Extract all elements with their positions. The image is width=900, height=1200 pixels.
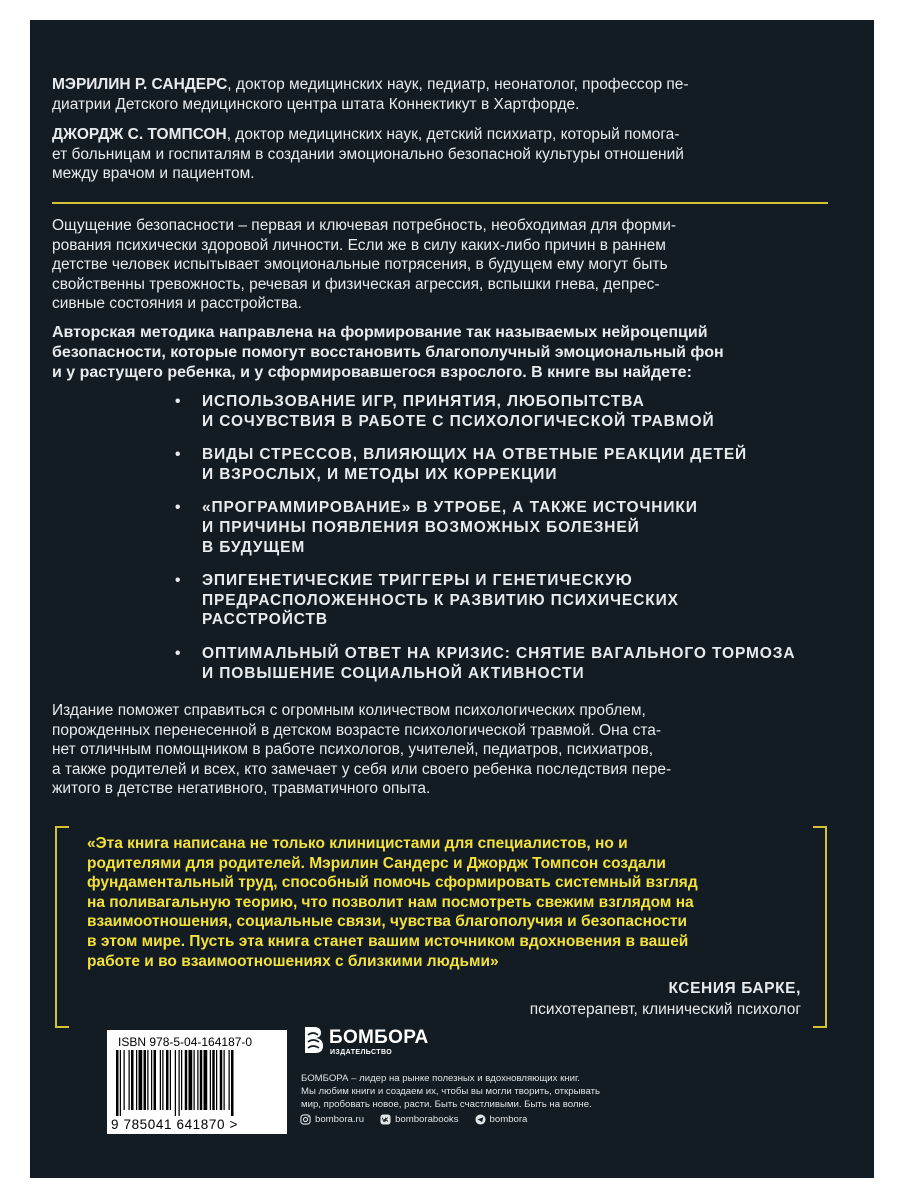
publisher-description: БОМБОРА – лидер на рынке полезных и вдохновляющих книг. Мы любим книги и создаем их, чтобы вы могли творить, открывать мир, пробовать новое, расти. Быть счастливыми. Быть на волне. [301,1073,600,1111]
barcode-bar [129,1050,130,1110]
list-item: • ЭПИГЕНЕТИЧЕСКИЕ ТРИГГЕРЫ И ГЕНЕТИЧЕСКУЮ ПРЕДРАСПОЛОЖЕННОСТЬ К РАЗВИТИЮ ПСИХИЧЕСКИХ РАССТРОЙСТВ [175,572,679,629]
bullet-icon: • [175,393,182,410]
vk-icon [380,1114,391,1125]
publisher-subtitle: ИЗДАТЕЛЬСТВО [330,1049,393,1056]
barcode-bar [162,1050,163,1110]
feature-list [175,392,825,697]
barcode-bar [124,1050,125,1110]
barcode-bar [210,1050,211,1110]
list-item: • ИСПОЛЬЗОВАНИЕ ИГР, ПРИНЯТИЯ, ЛЮБОПЫТСТВА И СОЧУВСТВИЯ В РАБОТЕ С ПСИХОЛОГИЧЕСКОЙ ТРАВМОЙ [175,393,715,430]
barcode-bar [229,1050,230,1110]
barcode-bar [204,1050,208,1110]
quote-text: «Эта книга написана не только клиницистами для специалистов, но и родителями для родителей. Мэрилин Сандерс и Джордж Томпсон создали фундаментальный труд, способный помочь сформировать системный взгляд на поливагальную теорию, что позволит нам посмотреть свежим взглядом на взаимоотношения, социальные связи, чувства благополучия и безопасности в этом мире. Пусть эта книга станет вашим источником вдохновения в вашей работе и во взаимоотношениях с близкими людьми» [87,835,698,970]
publisher-name: БОМБОРА [329,1027,429,1048]
author-name: ДЖОРДЖ С. ТОМПСОН [52,126,227,144]
barcode-bar [166,1050,169,1110]
bullet-icon: • [175,446,182,464]
social-link-telegram[interactable]: bombora [475,1114,528,1125]
barcode-bar [170,1050,171,1110]
barcode-bar [189,1050,193,1110]
barcode-bar [154,1050,157,1110]
barcode-digits: 9 785041 641870 > [111,1117,238,1132]
barcode-bar [231,1050,234,1116]
author-name: МЭРИЛИН Р. САНДЕРС [52,76,228,93]
barcode-bar [212,1050,215,1110]
bullet-icon: • [175,572,182,590]
barcode-bar [194,1050,195,1110]
barcode-bar [185,1050,188,1110]
social-link-vk[interactable]: bomborabooks [380,1114,458,1125]
telegram-icon [475,1114,486,1125]
barcode-bar [160,1050,161,1110]
intro-paragraph: Ощущение безопасности – первая и ключевая потребность, необходимая для форми- рования психически здоровой личности. Если же в силу каких-либо причин в раннем детстве человек испытывает эмоциональные потрясения, в будущем ему могут быть свойственны тревожность, речевая и физическая агрессия, вспышки гнева, депрес- сивные состояния и расстройства. [52,217,677,313]
barcode-bar [116,1050,119,1116]
barcode-bar [181,1050,182,1110]
barcode-bar [175,1050,176,1116]
list-item: • ВИДЫ СТРЕССОВ, ВЛИЯЮЩИХ НА ОТВЕТНЫЕ РЕАКЦИИ ДЕТЕЙ И ВЗРОСЛЫХ, И МЕТОДЫ ИХ КОРРЕКЦИИ [175,446,748,483]
barcode-bar [151,1050,152,1110]
method-paragraph: Авторская методика направлена на формирование так называемых нейроцепций безопасности, которые помогут восстановить благополучный эмоциональный фон и у растущего ребенка, и у сформировавшегося взрослого. В книге вы найдете: [52,324,724,381]
quote-author: КСЕНИЯ БАРКЕ, [668,980,801,997]
barcode-bar [197,1050,198,1110]
bullet-icon: • [175,499,182,517]
social-links [300,1114,527,1125]
barcode-bar [224,1050,225,1110]
quote-attribution [530,978,801,1020]
instagram-icon [300,1114,311,1125]
social-link-website[interactable]: bombora.ru [300,1114,364,1125]
barcode-bar [147,1050,148,1110]
list-item: • «ПРОГРАММИРОВАНИЕ» В УТРОБЕ, А ТАКЖЕ ИСТОЧНИКИ И ПРИЧИНЫ ПОЯВЛЕНИЯ ВОЗМОЖНЫХ БОЛЕЗНЕЙ В БУДУЩЕМ [175,499,698,556]
barcode-bar [144,1050,147,1110]
back-cover [30,20,874,1178]
barcode-bar [179,1050,180,1116]
list-item: • ОПТИМАЛЬНЫЙ ОТВЕТ НА КРИЗИС: СНЯТИЕ ВАГАЛЬНОГО ТОРМОЗА И ПОВЫШЕНИЕ СОЦИАЛЬНОЙ АКТИВНОСТИ [175,644,796,682]
barcode-bar [131,1050,134,1110]
barcode-bar [139,1050,143,1110]
closing-paragraph: Издание поможет справиться с огромным количеством психологических проблем, порожденных перенесенной в детском возрасте психологической травмой. Она ста- нет отличным помощником в работе психологов, учителей, педиатров, психиатров, а также родителей и всех, кто замечает у себя или своего ребенка последствия пере- житого в детстве негативного, травматичного опыта. [52,702,672,798]
barcode-bar [216,1050,217,1110]
bombora-logo-icon [302,1025,324,1055]
barcode-bar [120,1050,121,1116]
divider-line [52,202,828,204]
barcode-bar [136,1050,137,1110]
isbn-label: ISBN 978-5-04-164187-0 [118,1035,253,1049]
bullet-icon: • [175,644,182,662]
authors-section [52,75,828,184]
author-bio: МЭРИЛИН Р. САНДЕРС, доктор медицинских наук, педиатр, неонатолог, профессор пе- диатрии Детского медицинского центра штата Коннектикут в Хартфорде. [52,76,689,113]
barcode [107,1030,287,1134]
barcode-bar [200,1050,203,1110]
quote-bracket-right [813,826,827,1028]
quote-author-role: психотерапевт, клинический психолог [529,1001,801,1018]
barcode-bars [114,1050,282,1116]
quote-block [55,826,827,1024]
barcode-bar [220,1050,223,1110]
quote-bracket-left [55,826,69,1028]
author-bio: ДЖОРДЖ С. ТОМПСОН, доктор медицинских наук, детский психиатр, который помога- ет больницам и госпиталям в создании эмоционально безопасной культуры отношений между врачом и пациентом. [52,126,684,183]
